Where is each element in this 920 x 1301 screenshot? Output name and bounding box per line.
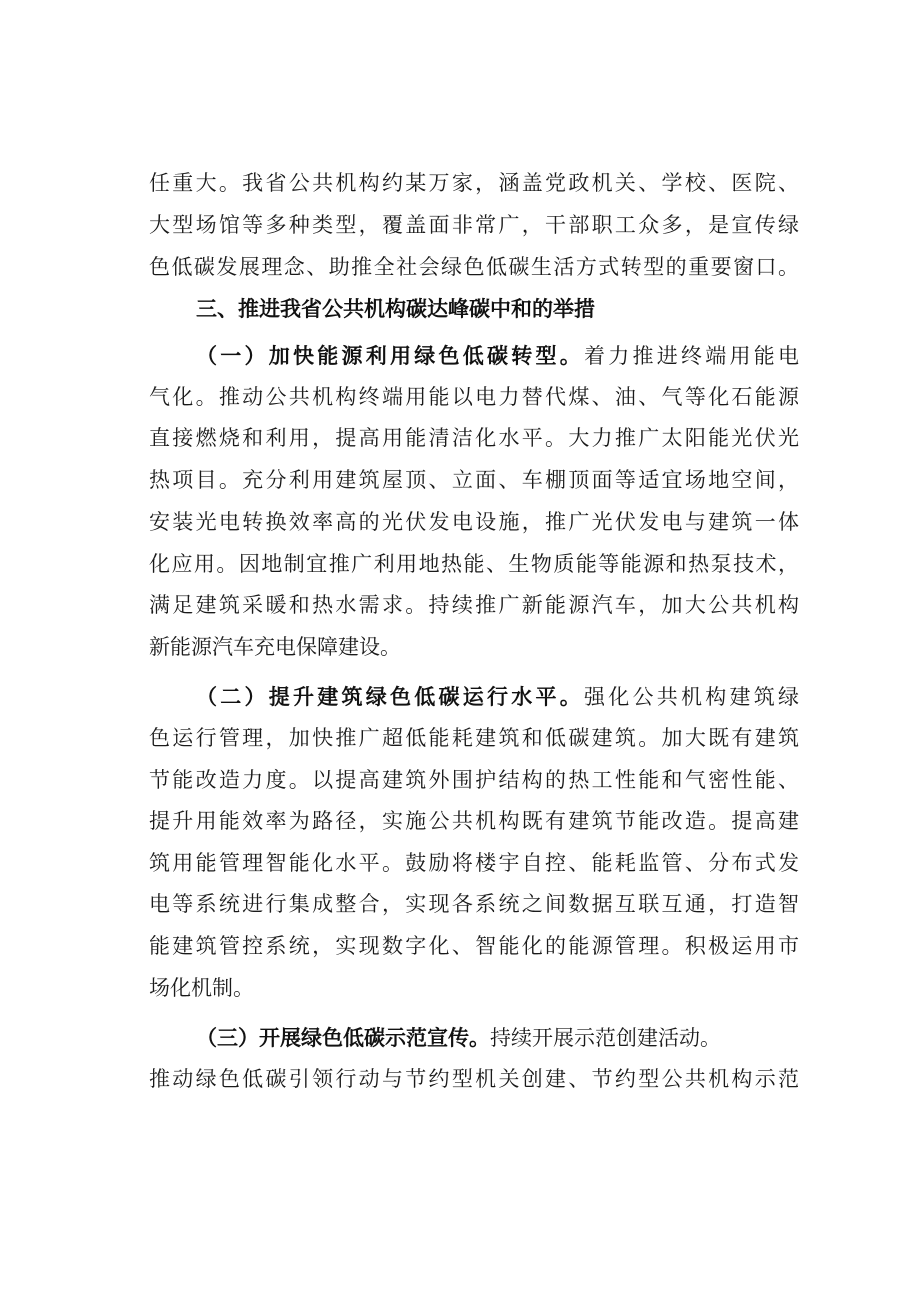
item-1-first-text: 着力推进终端用能电	[584, 344, 799, 368]
paragraph-line: 推动绿色低碳引领行动与节约型机关创建、节约型公共机构示范	[149, 1067, 799, 1091]
item-2-first-text: 强化公共机构建筑绿	[584, 685, 799, 709]
paragraph-line: 筑用能管理智能化水平。鼓励将楼宇自控、能耗监管、分布式发	[149, 851, 799, 875]
paragraph-line: 色低碳发展理念、助推全社会绿色低碳生活方式转型的重要窗口。	[149, 255, 799, 279]
paragraph-line: 任重大。我省公共机构约某万家，涵盖党政机关、学校、医院、	[149, 171, 799, 195]
item-3-first-line	[196, 1018, 799, 1058]
paragraph-line: 场化机制。	[149, 976, 254, 1000]
paragraph-line: 新能源汽车充电保障建设。	[149, 635, 401, 659]
item-3-first-text: 持续开展示范创建活动。	[490, 1026, 721, 1050]
paragraph-line: 气化。推动公共机构终端用能以电力替代煤、油、气等化石能源	[149, 385, 799, 409]
item-3-title: （三）开展绿色低碳示范宣传。	[196, 1026, 490, 1050]
paragraph-line: 色运行管理，加快推广超低能耗建筑和低碳建筑。加大既有建筑	[149, 726, 799, 750]
paragraph-line: 化应用。因地制宜推广利用地热能、生物质能等能源和热泵技术，	[149, 552, 799, 576]
paragraph-line: 热项目。充分利用建筑屋顶、立面、车棚顶面等适宜场地空间，	[149, 468, 799, 492]
paragraph-line: 直接燃烧和利用，提高用能清洁化水平。大力推广太阳能光伏光	[149, 426, 799, 450]
paragraph-line: 电等系统进行集成整合，实现各系统之间数据互联互通，打造智	[149, 892, 799, 916]
paragraph-line: 安装光电转换效率高的光伏发电设施，推广光伏发电与建筑一体	[149, 510, 799, 534]
paragraph-line: 提升用能效率为路径，实施公共机构既有建筑节能改造。提高建	[149, 809, 799, 833]
paragraph-line: 节能改造力度。以提高建筑外围护结构的热工性能和气密性能、	[149, 768, 799, 792]
paragraph-line: 大型场馆等多种类型，覆盖面非常广，干部职工众多，是宣传绿	[149, 213, 799, 237]
section-heading: 三、推进我省公共机构碳达峰碳中和的举措	[196, 297, 595, 321]
item-2-title: （二）提升建筑绿色低碳运行水平。	[196, 685, 584, 709]
paragraph-line: 能建筑管控系统，实现数字化、智能化的能源管理。积极运用市	[149, 934, 799, 958]
item-1-title: （一）加快能源利用绿色低碳转型。	[196, 344, 584, 368]
paragraph-line: 满足建筑采暖和热水需求。持续推广新能源汽车，加大公共机构	[149, 593, 799, 617]
item-1-first-line	[196, 336, 799, 376]
item-2-first-line	[196, 677, 799, 717]
